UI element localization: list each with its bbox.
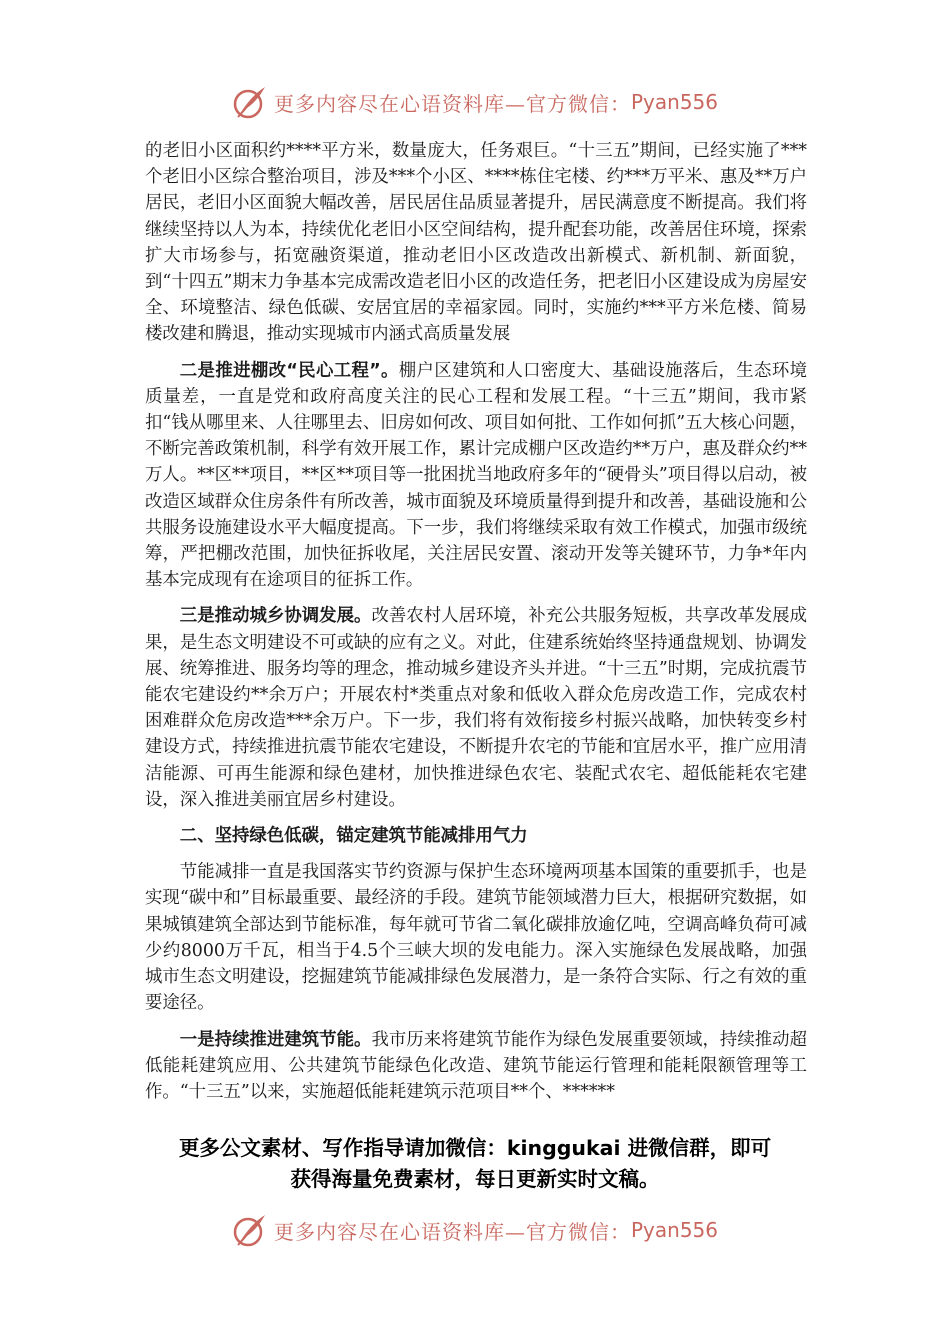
promo-line-1: 更多公文素材、写作指导请加微信：kinggukai 进微信群，即可 <box>178 1136 772 1160</box>
footer-brand-text: 更多内容尽在心语资料库—官方微信： <box>273 1219 631 1244</box>
promo-line-2: 获得海量免费素材，每日更新实时文稿。 <box>290 1167 660 1191</box>
paragraph-6 <box>145 1027 807 1106</box>
feather-logo-icon <box>232 1212 268 1248</box>
paragraph-1 <box>145 138 807 348</box>
paragraph-1-text: 的老旧小区面积约****平方米，数量庞大，任务艰巨。“十三五”期间，已经实施了***个老旧小区综合整治项目，涉及***个小区、****栋住宅楼、约***万平米、惠及**万户居民，老旧小区面貌大幅改善，居民居住品质显著提升，居民满意度不断提高。我们将继续坚持以人为本，持续优化老旧小区空间结构，提升配套功能，改善居住环境，探索扩大市场参与，拓宽融资渠道，推动老旧小区改造改出新模式、新机制、新面貌，到“十四五”期末力争基本完成需改造老旧小区的改造任务，把老旧小区建设成为房屋安全、环境整洁、绿色低碳、安居宜居的幸福家园。同时，实施约***平方米危楼、简易楼改建和腾退，推动实现城市内涵式高质量发展 <box>145 141 807 345</box>
promo-notice <box>100 1133 850 1195</box>
footer-brand-id: Pyan556 <box>630 1218 718 1242</box>
footer-brand <box>0 1210 950 1250</box>
feather-logo-icon <box>232 84 268 120</box>
paragraph-2-text: 棚户区建筑和人口密度大、基础设施落后，生态环境质量差，一直是党和政府高度关注的民心工程和发展工程。“十三五”期间，我市紧扣“钱从哪里来、人往哪里去、旧房如何改、项目如何批、工作如何抓”五大核心问题，不断完善政策机制，科学有效开展工作，累计完成棚户区改造约**万户，惠及群众约**万人。**区**项目，**区**项目等一批困扰当地政府多年的“硬骨头”项目得以启动，被改造区域群众住房条件有所改善，城市面貌及环境质量得到提升和改善，基础设施和公共服务设施建设水平大幅度提高。下一步，我们将继续采取有效工作模式，加强市级统筹，严把棚改范围，加快征拆收尾，关注居民安置、滚动开发等关键环节，力争*年内基本完成现有在途项目的征拆工作。 <box>145 360 807 591</box>
paragraph-3 <box>145 603 807 813</box>
section-heading-text: 二、坚持绿色低碳，锚定建筑节能减排用气力 <box>179 826 528 847</box>
paragraph-3-text: 改善农村人居环境，补充公共服务短板，共享改革发展成果，是生态文明建设不可或缺的应有之义。对此，住建系统始终坚持通盘规划、协调发展、统筹推进、服务均等的理念，推动城乡建设齐头并进。“十三五”时期，完成抗震节能农宅建设约**余万户；开展农村*类重点对象和低收入群众危房改造工作，完成农村困难群众危房改造***余万户。下一步，我们将有效衔接乡村振兴战略，加快转变乡村建设方式，持续推进抗震节能农宅建设，不断提升农宅的节能和宜居水平，推广应用清洁能源、可再生能源和绿色建材，加快推进绿色农宅、装配式农宅、超低能耗农宅建设，深入推进美丽宜居乡村建设。 <box>145 606 807 810</box>
section-heading <box>145 823 807 849</box>
document-body <box>145 138 807 1105</box>
paragraph-5-text: 节能减排一直是我国落实节约资源与保护生态环境两项基本国策的重要抓手，也是实现“碳中和”目标最重要、最经济的手段。建筑节能领域潜力巨大，根据研究数据，如果城镇建筑全部达到节能标准，每年就可节省二氧化碳排放逾亿吨，空调高峰负荷可减少约8000万千瓦，相当于4.5个三峡大坝的发电能力。深入实施绿色发展战略，加强城市生态文明建设，挖掘建筑节能减排绿色发展潜力，是一条符合实际、行之有效的重要途径。 <box>145 862 807 1014</box>
paragraph-3-bold: 三是推动城乡协调发展。 <box>179 606 372 627</box>
paragraph-6-text: 我市历来将建筑节能作为绿色发展重要领域，持续推动超低能耗建筑应用、公共建筑节能绿色化改造、建筑节能运行管理和能耗限额管理等工作。“十三五”以来，实施超低能耗建筑示范项目**个、****** <box>145 1029 807 1102</box>
paragraph-2 <box>145 358 807 594</box>
header-brand-text: 更多内容尽在心语资料库—官方微信： <box>273 91 631 116</box>
paragraph-5 <box>145 859 807 1016</box>
paragraph-2-bold: 二是推进棚改“民心工程”。 <box>179 360 399 381</box>
paragraph-6-bold: 一是持续推进建筑节能。 <box>179 1029 372 1050</box>
header-brand-id: Pyan556 <box>630 90 718 114</box>
header-brand <box>0 82 950 122</box>
